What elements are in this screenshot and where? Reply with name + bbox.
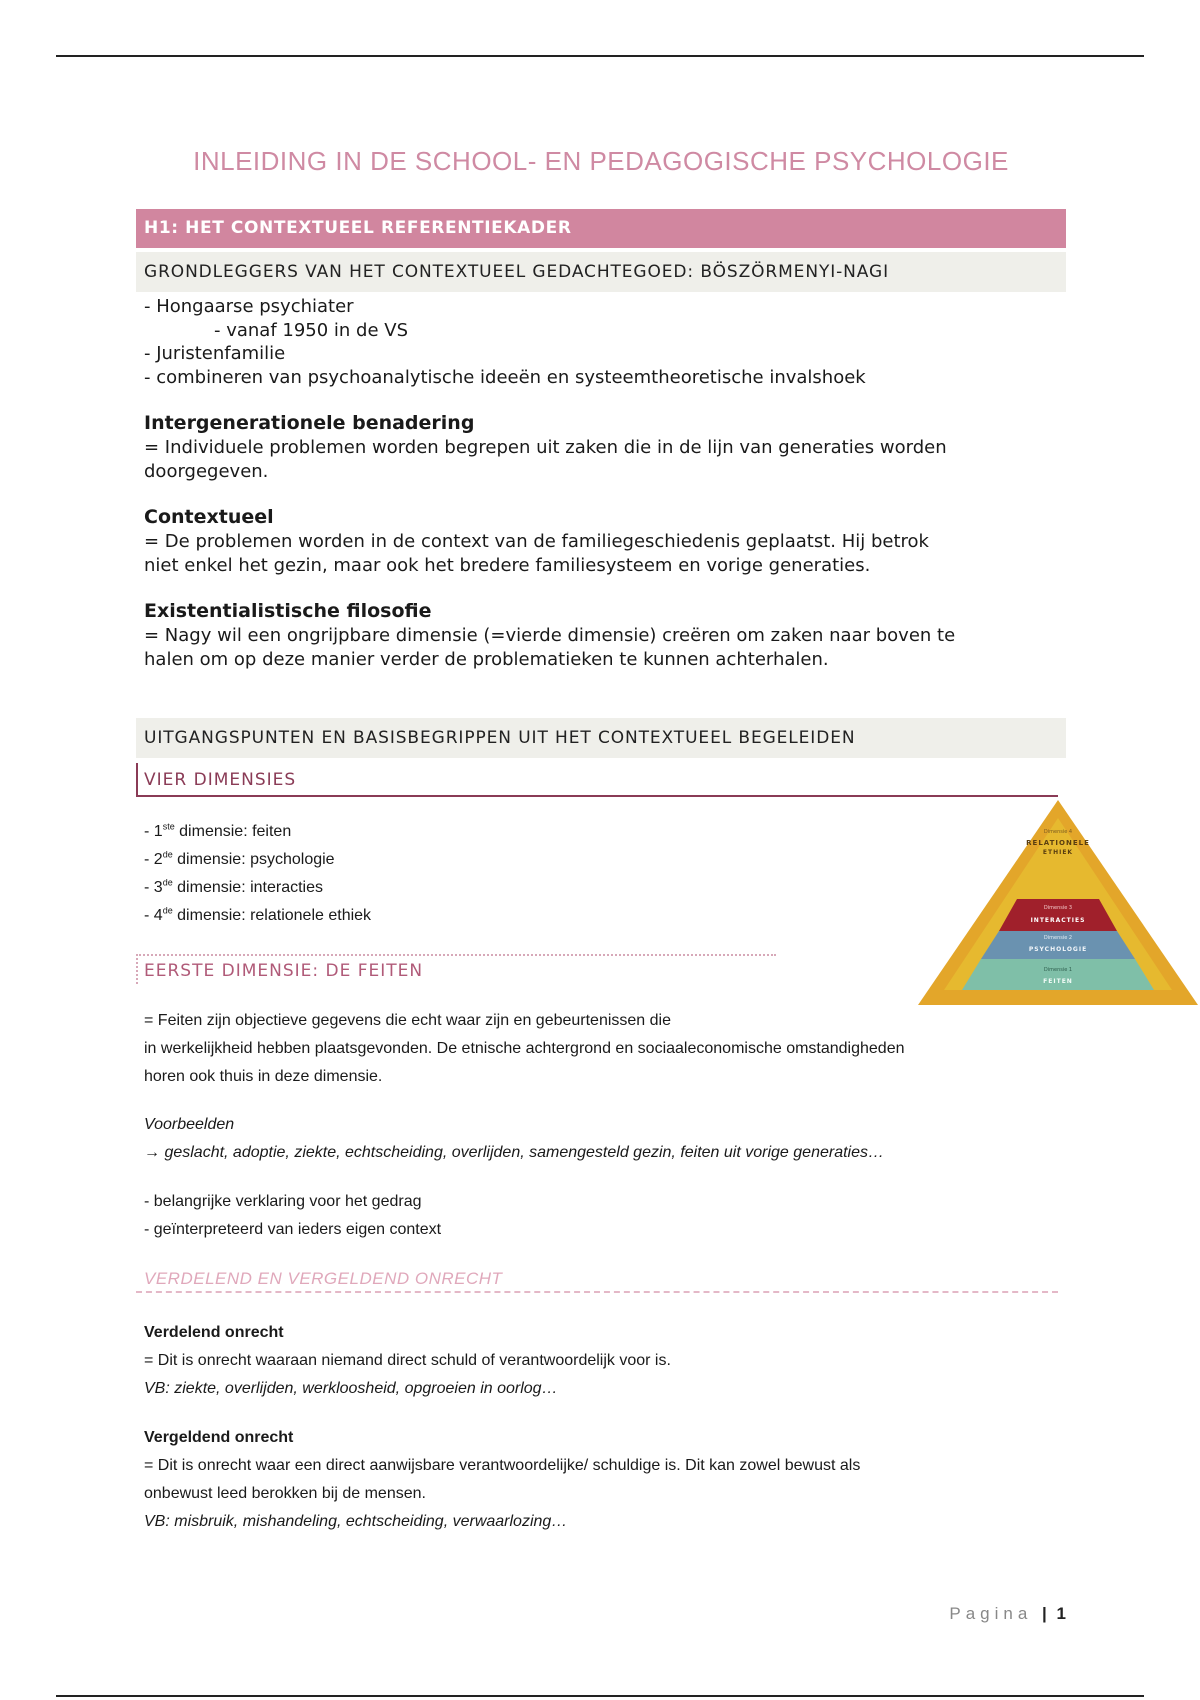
- pyramid-level-3: [999, 899, 1117, 931]
- pyramid-label-dim4: RELATIONELE: [1026, 839, 1090, 847]
- footer-rule: [56, 1695, 1144, 1697]
- term-definition: doorgegeven.: [144, 461, 269, 482]
- pyramid-label-dim3: INTERACTIES: [1030, 917, 1086, 924]
- header-rule: [56, 55, 1144, 57]
- subsubsection-heading-eerste-dimensie: EERSTE DIMENSIE: DE FEITEN: [136, 954, 776, 984]
- term-definition: = Dit is onrecht waar een direct aanwijsbare verantwoordelijke/ schuldige is. Dit kan zowel bewust als: [144, 1457, 861, 1474]
- definition-line: = Feiten zijn objectieve gegevens die echt waar zijn en gebeurtenissen die: [144, 1012, 671, 1029]
- pyramid-label-dim1-small: Dimensie 1: [1043, 967, 1073, 973]
- term-definition: = Nagy wil een ongrijpbare dimensie (=vierde dimensie) creëren om zaken naar boven te: [144, 625, 956, 646]
- bullet-subitem: - vanaf 1950 in de VS: [214, 320, 409, 341]
- term-definition: = Dit is onrecht waaraan niemand direct schuld of verantwoordelijk voor is.: [144, 1352, 671, 1369]
- term-example: VB: misbruik, mishandeling, echtscheiding, verwaarlozing…: [144, 1513, 568, 1530]
- term-definition: = De problemen worden in de context van de familiegeschiedenis geplaatst. Hij betrok: [144, 531, 929, 552]
- bullet-item: - Hongaarse psychiater: [144, 296, 354, 317]
- examples-list: → geslacht, adoptie, ziekte, echtscheiding, overlijden, samengesteld gezin, feiten uit vorige generaties…: [144, 1144, 884, 1161]
- term-definition: halen om op deze manier verder de problematieken te kunnen achterhalen.: [144, 649, 829, 670]
- subsubsection-heading-onrecht: VERDELEND EN VERGELDEND ONRECHT: [136, 1265, 1058, 1293]
- bullet-item: - Juristenfamilie: [144, 343, 286, 364]
- pyramid-label-dim1: FEITEN: [1043, 978, 1073, 985]
- dimension-item: - 3de dimensie: interacties: [144, 877, 323, 896]
- dimension-item: - 1ste dimensie: feiten: [144, 821, 292, 840]
- dimension-item: - 4de dimensie: relationele ethiek: [144, 905, 372, 924]
- term-heading: Vergeldend onrecht: [144, 1429, 294, 1446]
- dimensions-pyramid-figure: [918, 800, 1198, 1015]
- page-number: Pagina | 1: [949, 1604, 1066, 1623]
- term-definition: onbewust leed berokken bij de mensen.: [144, 1485, 426, 1502]
- term-example: VB: ziekte, overlijden, werkloosheid, opgroeien in oorlog…: [144, 1380, 558, 1397]
- pyramid-label-dim2: PSYCHOLOGIE: [1028, 946, 1088, 953]
- document-title: INLEIDING IN DE SCHOOL- EN PEDAGOGISCHE PSYCHOLOGIE: [193, 146, 1009, 176]
- chapter-heading: H1: HET CONTEXTUEEL REFERENTIEKADER: [136, 209, 1066, 248]
- pyramid-label-dim2-small: Dimensie 2: [1043, 935, 1073, 941]
- pyramid-label-dim3-small: Dimensie 3: [1043, 905, 1073, 911]
- term-definition: niet enkel het gezin, maar ook het bredere familiesysteem en vorige generaties.: [144, 555, 871, 576]
- section-heading-grondleggers: GRONDLEGGERS VAN HET CONTEXTUEEL GEDACHTEGOED: BÖSZÖRMENYI-NAGI: [136, 252, 1066, 292]
- pyramid-level-1: [962, 959, 1154, 990]
- term-heading: Contextueel: [144, 506, 274, 528]
- term-heading: Intergenerationele benadering: [144, 412, 475, 434]
- definition-line: in werkelijkheid hebben plaatsgevonden. De etnische achtergrond en sociaaleconomische omstandigheden: [144, 1040, 905, 1057]
- note-item: - geïnterpreteerd van ieders eigen context: [144, 1221, 442, 1238]
- pyramid-label-dim4-line2: ETHIEK: [1042, 849, 1074, 856]
- note-item: - belangrijke verklaring voor het gedrag: [144, 1193, 422, 1210]
- bullet-item: - combineren van psychoanalytische ideeën en systeemtheoretische invalshoek: [144, 367, 866, 388]
- term-definition: = Individuele problemen worden begrepen uit zaken die in de lijn van generaties worden: [144, 437, 947, 458]
- dimension-item: - 2de dimensie: psychologie: [144, 849, 335, 868]
- pyramid-label-dim4-small: Dimensie 4: [1043, 829, 1073, 835]
- definition-line: horen ook thuis in deze dimensie.: [144, 1068, 383, 1085]
- term-heading: Existentialistische filosofie: [144, 600, 432, 622]
- section-heading-uitgangspunten: UITGANGSPUNTEN EN BASISBEGRIPPEN UIT HET CONTEXTUEEL BEGELEIDEN: [136, 718, 1066, 758]
- examples-label: Voorbeelden: [144, 1116, 235, 1133]
- subsection-heading-vier-dimensies: VIER DIMENSIES: [136, 763, 1058, 797]
- term-heading: Verdelend onrecht: [144, 1324, 284, 1341]
